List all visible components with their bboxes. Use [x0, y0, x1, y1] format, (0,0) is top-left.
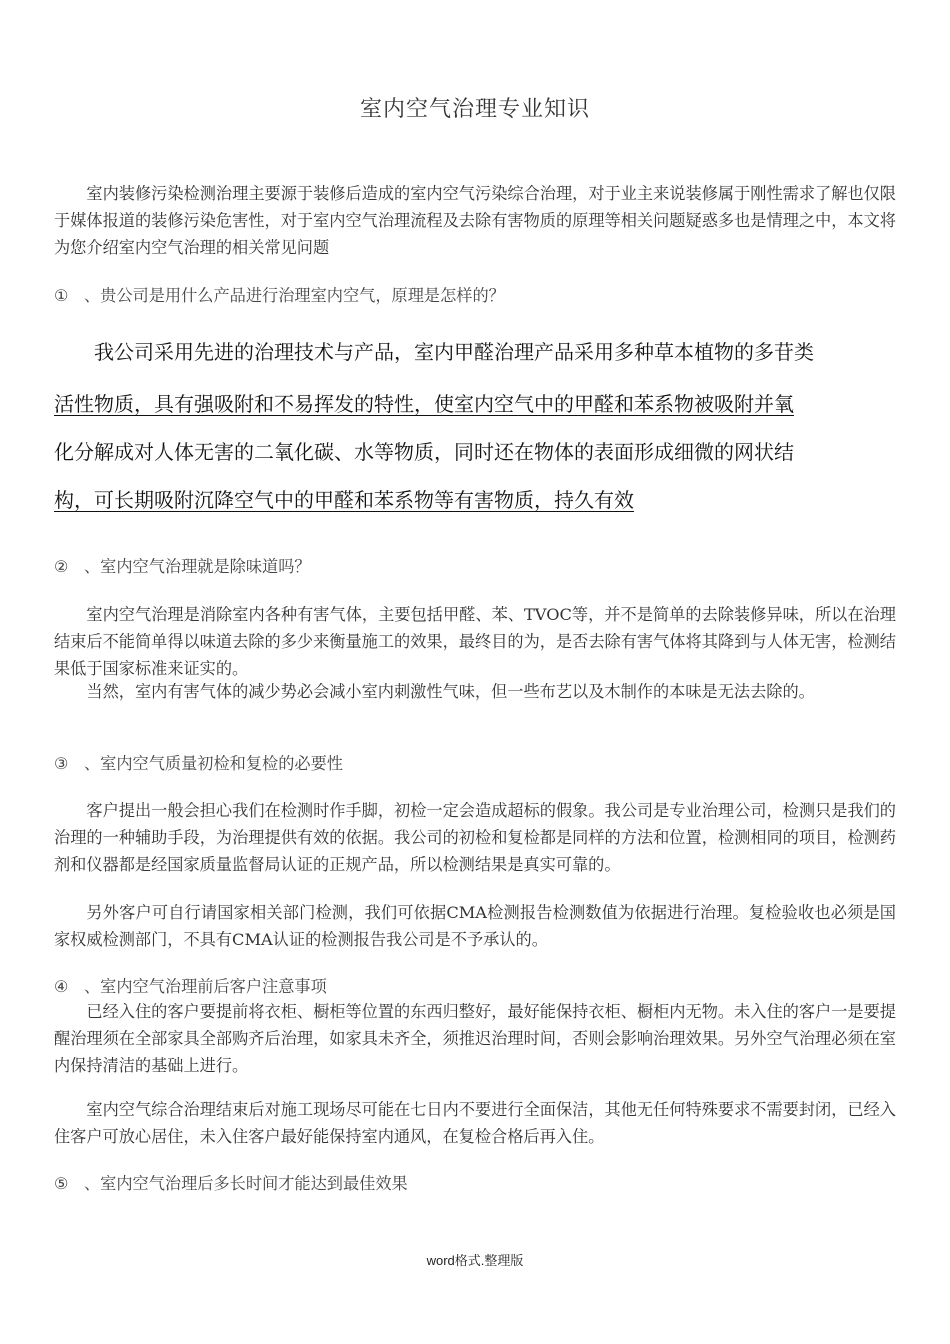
question-3-number: ③ [54, 754, 69, 773]
question-2-number: ② [54, 557, 69, 576]
answer-2-paragraph-2: 当然，室内有害气体的减少势必会减小室内刺激性气味，但一些布艺以及木制作的本味是无法去除的。 [86, 682, 815, 701]
answer-1-line-2: 活性物质，具有强吸附和不易挥发的特性，使室内空气中的甲醛和苯系物被吸附并氧 [54, 392, 794, 416]
question-1-heading [54, 282, 896, 309]
answer-3-paragraph-2: 另外客户可自行请国家相关部门检测，我们可依据CMA检测报告检测数值为依据进行治理。复检验收也必须是国家权威检测部门，不具有CMA认证的检测报告我公司是不予承认的。 [54, 903, 896, 949]
question-1-number: ① [54, 286, 69, 305]
answer-1-line-1: 我公司采用先进的治理技术与产品，室内甲醛治理产品采用多种草本植物的多苷类 [94, 340, 814, 364]
question-3-heading [54, 750, 896, 777]
intro-paragraph: 室内装修污染检测治理主要源于装修后造成的室内空气污染综合治理，对于业主来说装修属于刚性需求了解也仅限于媒体报道的装修污染危害性，对于室内空气治理流程及去除有害物质的原理等相关问题疑惑多也是情理之中，本文将为您介绍室内空气治理的相关常见问题 [54, 184, 896, 257]
answer-1-line-3: 化分解成对人体无害的二氧化碳、水等物质，同时还在物体的表面形成细微的网状结 [54, 440, 794, 464]
answer-1-line-4: 构，可长期吸附沉降空气中的甲醛和苯系物等有害物质，持久有效 [54, 488, 634, 512]
page-title: 室内空气治理专业知识 [359, 97, 590, 122]
question-5-heading [54, 1170, 896, 1197]
question-1-text: 、贵公司是用什么产品进行治理室内空气，原理是怎样的？ [84, 286, 505, 305]
answer-4-paragraph-2: 室内空气综合治理结束后对施工现场尽可能在七日内不要进行全面保洁，其他无任何特殊要求不需要封闭，已经入住客户可放心居住，未入住客户最好能保持室内通风，在复检合格后再入住。 [54, 1100, 896, 1146]
question-5-text: 、室内空气治理后多长时间才能达到最佳效果 [84, 1174, 408, 1193]
page-footer: word格式.整理版 [426, 1253, 524, 1268]
question-4-text: 、室内空气治理前后客户注意事项 [84, 977, 327, 996]
question-4-number: ④ [54, 977, 69, 996]
question-4-heading [54, 973, 896, 1000]
answer-3-paragraph-1: 客户提出一般会担心我们在检测时作手脚，初检一定会造成超标的假象。我公司是专业治理公司，检测只是我们的治理的一种辅助手段，为治理提供有效的依据。我公司的初检和复检都是同样的方法和位置，检测相同的项目，检测药剂和仪器都是经国家质量监督局认证的正规产品，所以检测结果是真实可靠的。 [54, 801, 896, 874]
question-5-number: ⑤ [54, 1174, 69, 1193]
question-3-text: 、室内空气质量初检和复检的必要性 [84, 754, 343, 773]
question-2-text: 、室内空气治理就是除味道吗？ [84, 557, 311, 576]
question-2-heading [54, 553, 896, 580]
answer-4-paragraph-1: 已经入住的客户要提前将衣柜、橱柜等位置的东西归整好，最好能保持衣柜、橱柜内无物。未入住的客户一是要提醒治理须在全部家具全部购齐后治理，如家具未齐全，须推迟治理时间，否则会影响治理效果。另外空气治理必须在室内保持清洁的基础上进行。 [54, 1002, 896, 1075]
answer-2-paragraph-1: 室内空气治理是消除室内各种有害气体，主要包括甲醛、苯、TVOC等，并不是简单的去除装修异味，所以在治理结束后不能简单得以味道去除的多少来衡量施工的效果，最终目的为，是否去除有害气体将其降到与人体无害，检测结果低于国家标准来证实的。 [54, 605, 896, 678]
